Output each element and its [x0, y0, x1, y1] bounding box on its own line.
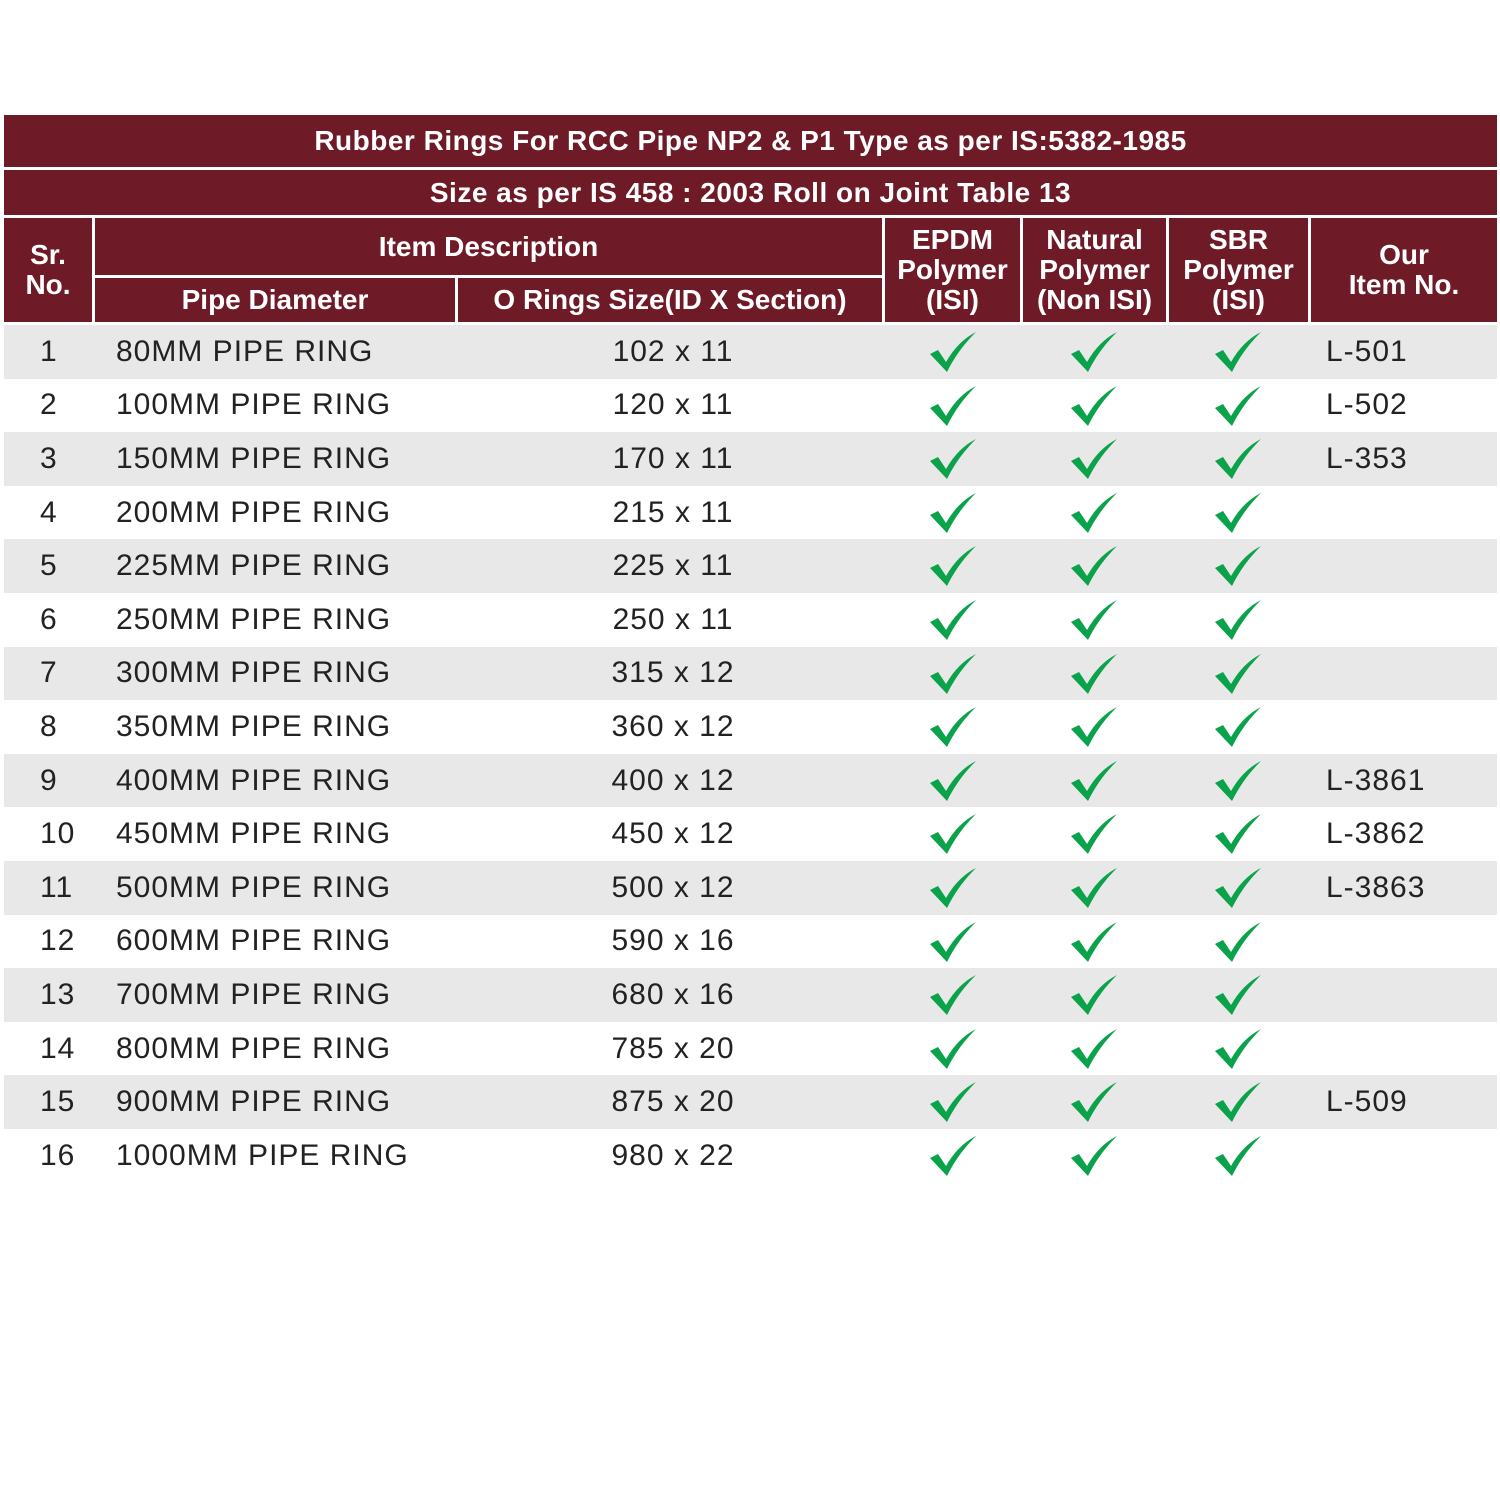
green-check-icon [926, 491, 978, 535]
table-row [4, 647, 1497, 701]
green-check-icon [926, 1134, 978, 1178]
cell-pipe-diameter: 80MM PIPE RING [116, 334, 374, 368]
green-check-icon [1211, 705, 1263, 749]
green-check-icon [1067, 598, 1119, 642]
cell-o-ring-size: 875 x 20 [611, 1085, 735, 1119]
green-check-icon [1067, 705, 1119, 749]
header-item-description: Item Description [95, 218, 882, 275]
header-natural-line3: (Non ISI) [1036, 284, 1153, 315]
header-sr-line1: Sr. [30, 239, 66, 270]
cell-o-ring-size: 120 x 11 [612, 388, 734, 422]
cell-pipe-diameter: 100MM PIPE RING [116, 388, 392, 422]
green-check-icon [926, 330, 978, 374]
cell-sr-no: 9 [40, 763, 58, 797]
cell-sr-no: 15 [40, 1085, 76, 1119]
header-sr-no [4, 218, 92, 322]
green-check-icon [1211, 812, 1263, 856]
green-check-icon [1067, 920, 1119, 964]
table-row [4, 1022, 1497, 1076]
cell-pipe-diameter: 300MM PIPE RING [116, 656, 392, 690]
table-row [4, 754, 1497, 808]
cell-sr-no: 14 [40, 1031, 76, 1065]
cell-pipe-diameter: 250MM PIPE RING [116, 602, 392, 636]
green-check-icon [926, 544, 978, 588]
cell-pipe-diameter: 350MM PIPE RING [116, 709, 392, 743]
green-check-icon [1067, 812, 1119, 856]
green-check-icon [1067, 437, 1119, 481]
green-check-icon [1067, 759, 1119, 803]
cell-o-ring-size: 102 x 11 [612, 334, 734, 368]
cell-sr-no: 8 [40, 709, 58, 743]
cell-item-no: L-3863 [1326, 870, 1426, 904]
cell-pipe-diameter: 900MM PIPE RING [116, 1085, 392, 1119]
header-natural-line2: Polymer [1039, 254, 1150, 285]
green-check-icon [1211, 598, 1263, 642]
cell-item-no: L-3861 [1326, 763, 1426, 797]
header-epdm [885, 218, 1020, 322]
cell-o-ring-size: 215 x 11 [612, 495, 734, 529]
green-check-icon [926, 598, 978, 642]
cell-pipe-diameter: 450MM PIPE RING [116, 817, 392, 851]
header-sbr-line3: (ISI) [1212, 284, 1265, 315]
cell-item-no: L-502 [1326, 388, 1408, 422]
header-epdm-line2: Polymer [897, 254, 1008, 285]
green-check-icon [926, 1080, 978, 1124]
cell-o-ring-size: 450 x 12 [611, 817, 735, 851]
green-check-icon [926, 652, 978, 696]
table-subtitle: Size as per IS 458 : 2003 Roll on Joint Table 13 [4, 170, 1497, 215]
green-check-icon [1067, 973, 1119, 1017]
header-sbr-line1: SBR [1208, 224, 1269, 255]
cell-pipe-diameter: 1000MM PIPE RING [116, 1138, 409, 1172]
green-check-icon [1211, 491, 1263, 535]
cell-sr-no: 10 [40, 817, 76, 851]
cell-sr-no: 3 [40, 441, 58, 475]
table-row [4, 968, 1497, 1022]
cell-sr-no: 2 [40, 388, 58, 422]
cell-o-ring-size: 225 x 11 [612, 549, 734, 583]
green-check-icon [926, 973, 978, 1017]
green-check-icon [1211, 384, 1263, 428]
table-row [4, 807, 1497, 861]
cell-sr-no: 11 [40, 870, 74, 904]
cell-o-ring-size: 980 x 22 [611, 1138, 735, 1172]
cell-o-ring-size: 590 x 16 [611, 924, 735, 958]
header-natural [1023, 218, 1166, 322]
green-check-icon [926, 705, 978, 749]
table-row [4, 1129, 1497, 1183]
header-sr-line2: No. [25, 269, 71, 300]
cell-o-ring-size: 315 x 12 [611, 656, 735, 690]
green-check-icon [926, 437, 978, 481]
green-check-icon [1211, 330, 1263, 374]
green-check-icon [1211, 973, 1263, 1017]
cell-pipe-diameter: 600MM PIPE RING [116, 924, 392, 958]
green-check-icon [1067, 491, 1119, 535]
cell-pipe-diameter: 200MM PIPE RING [116, 495, 392, 529]
header-our-line1: Our [1379, 239, 1429, 270]
table-title: Rubber Rings For RCC Pipe NP2 & P1 Type as per IS:5382-1985 [4, 115, 1497, 167]
cell-pipe-diameter: 400MM PIPE RING [116, 763, 392, 797]
green-check-icon [1067, 384, 1119, 428]
green-check-icon [926, 920, 978, 964]
green-check-icon [1211, 652, 1263, 696]
table-row [4, 379, 1497, 433]
green-check-icon [1211, 544, 1263, 588]
green-check-icon [926, 812, 978, 856]
table-row [4, 325, 1497, 379]
green-check-icon [926, 1027, 978, 1071]
cell-sr-no: 4 [40, 495, 58, 529]
cell-o-ring-size: 170 x 11 [612, 441, 734, 475]
cell-o-ring-size: 680 x 16 [611, 977, 735, 1011]
green-check-icon [1067, 330, 1119, 374]
header-o-rings-size: O Rings Size(ID X Section) [458, 278, 882, 322]
table-row [4, 861, 1497, 915]
table-row [4, 915, 1497, 969]
table-header [4, 218, 1497, 322]
cell-pipe-diameter: 700MM PIPE RING [116, 977, 392, 1011]
cell-item-no: L-353 [1326, 441, 1408, 475]
table-row [4, 700, 1497, 754]
header-pipe-diameter: Pipe Diameter [95, 278, 455, 322]
green-check-icon [1067, 1027, 1119, 1071]
green-check-icon [1067, 1134, 1119, 1178]
cell-item-no: L-3862 [1326, 817, 1426, 851]
table-row [4, 539, 1497, 593]
cell-sr-no: 13 [40, 977, 76, 1011]
cell-sr-no: 16 [40, 1138, 76, 1172]
header-our-item-no [1311, 218, 1497, 322]
rubber-rings-table [4, 115, 1497, 1183]
cell-pipe-diameter: 800MM PIPE RING [116, 1031, 392, 1065]
header-natural-line1: Natural [1046, 224, 1143, 255]
green-check-icon [926, 866, 978, 910]
green-check-icon [926, 384, 978, 428]
header-epdm-line3: (ISI) [926, 284, 979, 315]
green-check-icon [1067, 866, 1119, 910]
cell-pipe-diameter: 150MM PIPE RING [116, 441, 392, 475]
cell-sr-no: 6 [40, 602, 58, 636]
table-row [4, 432, 1497, 486]
green-check-icon [1211, 920, 1263, 964]
cell-sr-no: 5 [40, 549, 58, 583]
cell-sr-no: 7 [40, 656, 58, 690]
cell-pipe-diameter: 500MM PIPE RING [116, 870, 392, 904]
cell-item-no: L-509 [1326, 1085, 1408, 1119]
green-check-icon [1211, 1080, 1263, 1124]
table-row [4, 486, 1497, 540]
cell-o-ring-size: 360 x 12 [611, 709, 735, 743]
cell-o-ring-size: 400 x 12 [611, 763, 735, 797]
green-check-icon [1067, 1080, 1119, 1124]
header-epdm-line1: EPDM [912, 224, 993, 255]
cell-sr-no: 12 [40, 924, 76, 958]
green-check-icon [1211, 1027, 1263, 1071]
cell-o-ring-size: 500 x 12 [611, 870, 735, 904]
green-check-icon [1067, 652, 1119, 696]
green-check-icon [1067, 544, 1119, 588]
header-sbr [1169, 218, 1308, 322]
table-body [4, 325, 1497, 1183]
green-check-icon [1211, 1134, 1263, 1178]
cell-pipe-diameter: 225MM PIPE RING [116, 549, 392, 583]
header-sbr-line2: Polymer [1183, 254, 1294, 285]
cell-o-ring-size: 785 x 20 [611, 1031, 735, 1065]
cell-o-ring-size: 250 x 11 [612, 602, 734, 636]
table-row [4, 1075, 1497, 1129]
header-our-line2: Item No. [1348, 269, 1460, 300]
cell-item-no: L-501 [1326, 334, 1408, 368]
cell-sr-no: 1 [40, 334, 58, 368]
green-check-icon [926, 759, 978, 803]
table-row [4, 593, 1497, 647]
green-check-icon [1211, 437, 1263, 481]
green-check-icon [1211, 866, 1263, 910]
green-check-icon [1211, 759, 1263, 803]
